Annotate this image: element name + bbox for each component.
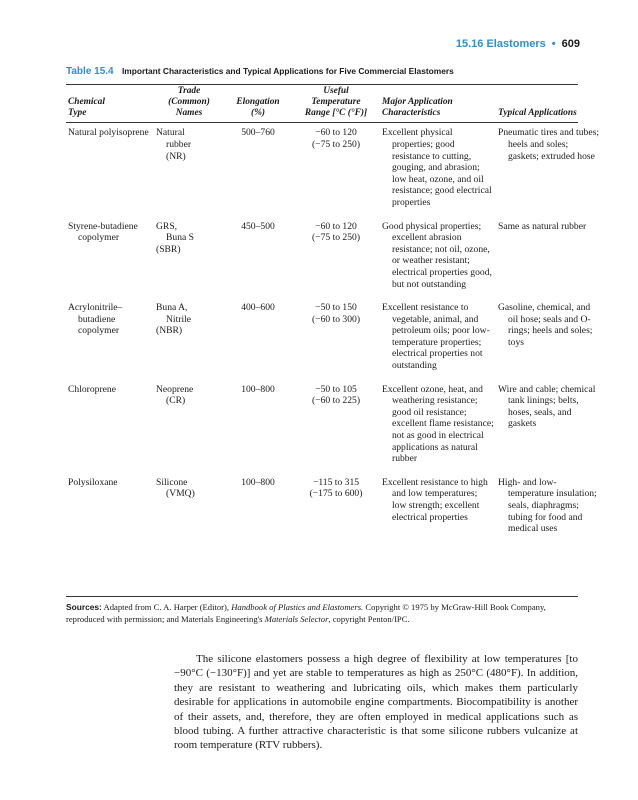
header-typical-applications <box>496 86 602 122</box>
header-line: Type <box>68 107 87 118</box>
temp-celsius: −50 to 105 <box>315 383 357 395</box>
cell-elongation: 400–600 <box>241 302 275 314</box>
cell-trade-names <box>154 384 224 477</box>
header-major-characteristics <box>380 86 496 122</box>
cell-elongation: 450–500 <box>241 220 275 232</box>
header-line: Range [°C (°F)] <box>304 107 368 118</box>
sources-text: Copyright © 1975 by McGraw-Hill Book Company, reproduced with permission; and Materials Engineering's <box>66 602 546 624</box>
trade-line: Buna S <box>166 232 194 244</box>
temp-fahrenheit: (−75 to 250) <box>311 138 361 150</box>
trade-line: Silicone <box>156 476 188 488</box>
cell-typical-applications: Same as natural rubber <box>498 220 587 232</box>
sources-book-title: Handbook of Plastics and Elastomers. <box>231 602 364 612</box>
temp-celsius: −60 to 120 <box>315 127 357 139</box>
header-line: Trade <box>177 86 201 96</box>
trade-line: (NR) <box>166 150 186 162</box>
table-caption <box>66 66 586 77</box>
cell-major-characteristics: Excellent physical properties; good resistance to cutting, gouging, and abrasion; low heat, ozone, and oil resistance; good electrical properties <box>382 127 492 208</box>
cell-chemical-type: Natural polyisoprene <box>68 127 149 139</box>
cell-major-characteristics: Excellent ozone, heat, and weathering resistance; good oil resistance; excellent flame resistance; not as good in electrical applications as natural rubber <box>382 383 494 465</box>
temp-celsius: −115 to 315 <box>312 476 360 488</box>
temp-celsius: −50 to 150 <box>315 302 357 314</box>
sources-text: , copyright Penton/IPC. <box>328 613 410 624</box>
header-trade-names <box>154 86 224 122</box>
trade-line: (CR) <box>166 395 186 407</box>
cell-elongation: 500–760 <box>241 127 275 139</box>
body-paragraph: The silicone elastomers possess a high degree of flexibility at low temperatures [to −90°C (−130°F)] and yet are stable to temperatures as high as 250°C (480°F). In addition, they are resistant to weathering and lubricating oils, which makes them particularly desirable for applications in automobile engine compartments. Biocompatibility is another of their assets, and, therefore, they are often employed in medical applications such as blood tubing. A further attractive characteristic is that some silicone rubbers vulcanize at room temperature (RTV rubbers). <box>174 653 578 752</box>
cell-temperature-range <box>292 477 380 537</box>
table-row-acrylonitrile-butadiene <box>66 302 602 384</box>
header-line: Characteristics <box>382 107 441 118</box>
separator-dot: • <box>551 38 556 50</box>
cell-elongation: 100–800 <box>241 383 275 395</box>
running-head <box>456 38 580 50</box>
temp-celsius: −60 to 120 <box>315 220 357 232</box>
cell-major-characteristics: Excellent resistance to high and low temperatures; low strength; excellent electrical properties <box>382 476 488 523</box>
trade-line: Natural <box>156 127 185 139</box>
header-line: Typical Applications <box>498 107 577 118</box>
cell-trade-names <box>154 221 224 303</box>
cell-chemical-type: Chloroprene <box>68 383 116 395</box>
trade-line: (NBR) <box>156 325 183 337</box>
header-temperature-range <box>292 86 380 122</box>
temp-fahrenheit: (−175 to 600) <box>309 488 363 500</box>
temp-fahrenheit: (−60 to 225) <box>311 395 361 407</box>
elastomer-table <box>66 86 599 537</box>
header-line: (%) <box>250 107 266 118</box>
cell-trade-names <box>154 302 224 384</box>
table-row-styrene-butadiene <box>66 221 602 303</box>
table-row-natural-polyisoprene <box>66 122 602 220</box>
cell-trade-names <box>154 477 224 537</box>
table-row-chloroprene <box>66 384 602 477</box>
cell-major-characteristics: Excellent resistance to vegetable, animal, and petroleum oils; poor low-temperature properties; electrical properties not outstanding <box>382 302 490 372</box>
trade-line: (VMQ) <box>166 488 195 500</box>
page-number: 609 <box>561 38 580 50</box>
header-line: Chemical <box>68 96 105 107</box>
table-header-row <box>66 86 602 122</box>
temp-fahrenheit: (−60 to 300) <box>311 313 361 325</box>
trade-line: Nitrile <box>166 313 192 325</box>
cell-trade-names <box>154 122 224 220</box>
table-top-rule <box>66 84 578 85</box>
section-title: 15.16 Elastomers <box>455 38 546 50</box>
header-line: Useful <box>323 86 349 96</box>
sources-text: Adapted from C. A. Harper (Editor), <box>101 602 232 612</box>
header-line: Elongation <box>236 96 280 107</box>
table-number: Table 15.4 <box>66 66 114 77</box>
cell-chemical-type: Acrylonitrile–butadiene copolymer <box>68 302 123 337</box>
table-sources-note <box>66 602 578 625</box>
cell-major-characteristics: Good physical properties; excellent abrasion resistance; not oil, ozone, or weather resistant; electrical properties good, but not outstanding <box>382 220 492 290</box>
header-chemical-type <box>66 86 154 122</box>
cell-typical-applications: Pneumatic tires and tubes; heels and soles; gaskets; extruded hose <box>498 127 599 162</box>
cell-typical-applications: Wire and cable; chemical tank linings; belts, hoses, seals, and gaskets <box>498 383 596 430</box>
header-line: Temperature <box>311 96 361 107</box>
cell-chemical-type: Polysiloxane <box>68 476 118 488</box>
trade-line: rubber <box>166 138 192 150</box>
header-line: Names <box>175 107 203 118</box>
table-title: Important Characteristics and Typical Applications for Five Commercial Elastomers <box>121 66 454 76</box>
cell-temperature-range <box>292 302 380 384</box>
cell-temperature-range <box>292 122 380 220</box>
table-bottom-rule <box>66 596 578 597</box>
cell-chemical-type: Styrene-butadiene copolymer <box>68 220 138 244</box>
header-line: Major Application <box>382 96 453 107</box>
sources-selector-title: Materials Selector <box>264 613 329 624</box>
cell-temperature-range <box>292 384 380 477</box>
table-row-polysiloxane <box>66 477 602 537</box>
trade-line: Neoprene <box>156 383 194 395</box>
temp-fahrenheit: (−75 to 250) <box>311 232 361 244</box>
header-elongation <box>224 86 292 122</box>
cell-typical-applications: Gasoline, chemical, and oil hose; seals and O-rings; heels and soles; toys <box>498 302 593 348</box>
cell-typical-applications: High- and low-temperature insulation; seals, diaphragms; tubing for food and medical uses <box>498 476 597 535</box>
header-line: (Common) <box>168 96 210 107</box>
sources-label: Sources: <box>66 602 102 612</box>
cell-temperature-range <box>292 221 380 303</box>
cell-elongation: 100–800 <box>241 476 275 488</box>
trade-line: Buna A, <box>156 302 188 314</box>
trade-line: (SBR) <box>156 243 181 255</box>
trade-line: GRS, <box>156 220 178 232</box>
